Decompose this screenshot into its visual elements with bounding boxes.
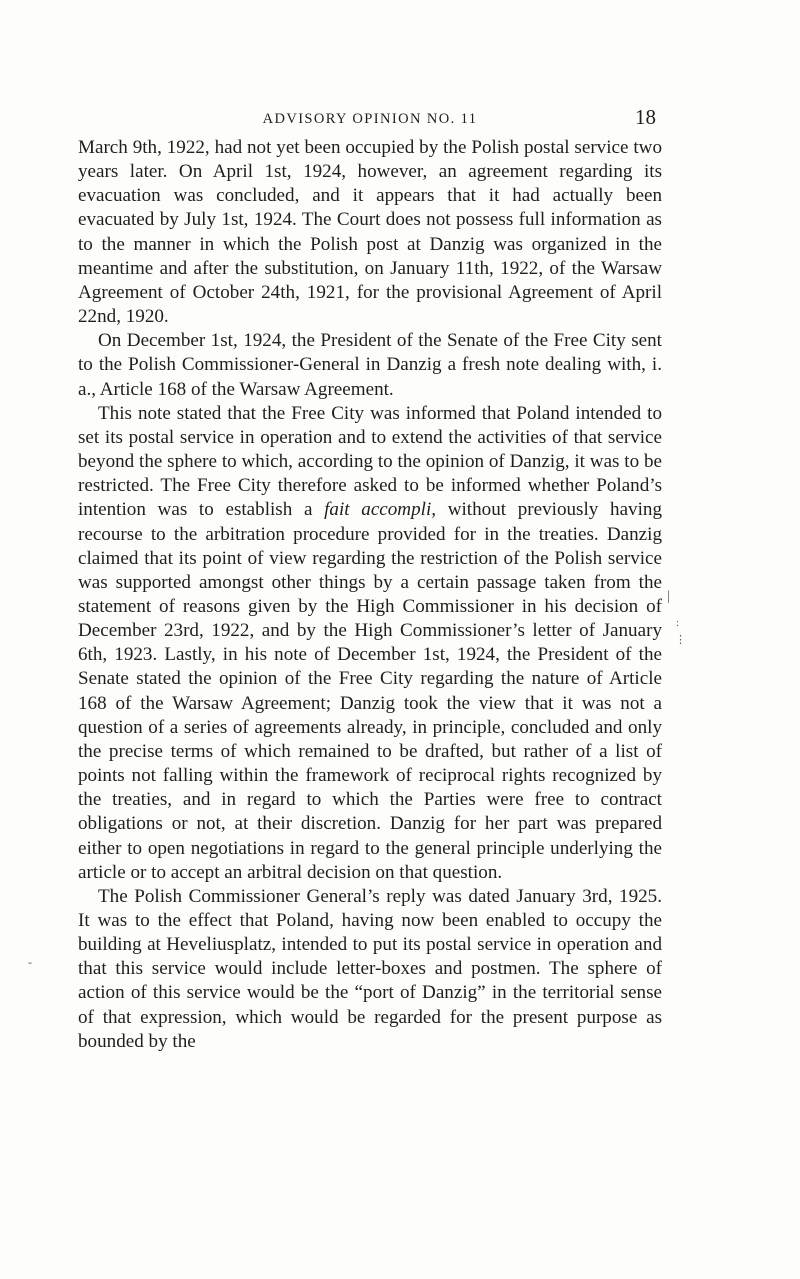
right-margin-dot-1: :	[676, 617, 680, 629]
italic-phrase: fait accompli,	[324, 499, 437, 521]
paragraph-3	[78, 402, 662, 885]
paragraph-4: The Polish Commissioner General’s reply was dated January 3rd, 1925. It was to the effect that Poland, having now been enabled to occupy the building at Heveliusplatz, intended to put its postal service in operation and that this service would include letter-boxes and postmen. The sphere of action of this service would be the “port of Danzig” in the territorial sense of that expression, which would be regarded for the present purpose as bounded by the	[78, 885, 662, 1052]
running-title: ADVISORY OPINION NO. 11	[262, 111, 478, 127]
paragraph-3-text-after: without previously having recourse to the arbitration procedure provided for in the treaties. Danzig claimed that its point of view regarding the restriction of the Polish service was supported amongst other things by a certain passage taken from the statement of reasons given by the High Commissioner in his decision of December 23rd, 1922, and by the High Commissioner’s letter of January 6th, 1923. Lastly, in his note of December 1st, 1924, the President of the Senate stated the opinion of the Free City regarding the nature of Article 168 of the Warsaw Agreement; Danzig took the view that it was not a question of a series of agreements already, in principle, concluded and only the precise terms of which remained to be drafted, but rather of a list of points not falling within the framework of reciprocal rights recognized by the treaties, and in regard to which the Parties were free to contract obligations or not, at their discretion. Danzig for her part was prepared either to open negotiations in regard to the general principle underlying the article or to accept an arbitral decision on that question.	[78, 499, 662, 883]
left-margin-mark: -	[28, 955, 32, 969]
right-margin-dot-2: ⋮	[675, 634, 686, 646]
document-page	[78, 104, 662, 1054]
paragraph-2: On December 1st, 1924, the President of the Senate of the Free City sent to the Polish Commissioner-General in Danzig a fresh note dealing with, i. a., Article 168 of the Warsaw Agreement.	[78, 330, 662, 400]
page-number: 18	[635, 105, 656, 129]
paragraph-3-text-before: This note stated that the Free City was informed that Poland intended to set its postal service in operation and to extend the activities of that service beyond the sphere to which, according to the opinion of Danzig, it was to be restricted. The Free City therefore asked to be informed whether Poland’s intention was to establish a	[78, 402, 662, 521]
paragraph-1: March 9th, 1922, had not yet been occupied by the Polish postal service two years later. On April 1st, 1924, however, an agreement regarding its evacuation was concluded, and it appears that it had actually been evacuated by July 1st, 1924. The Court does not possess full information as to the manner in which the Polish post at Danzig was organized in the meantime and after the substitution, on January 11th, 1922, of the Warsaw Agreement of October 24th, 1921, for the provisional Agreement of April 22nd, 1920.	[78, 137, 662, 328]
page-header	[78, 104, 662, 136]
right-margin-bar: |	[667, 589, 670, 604]
body-text	[78, 136, 662, 1054]
